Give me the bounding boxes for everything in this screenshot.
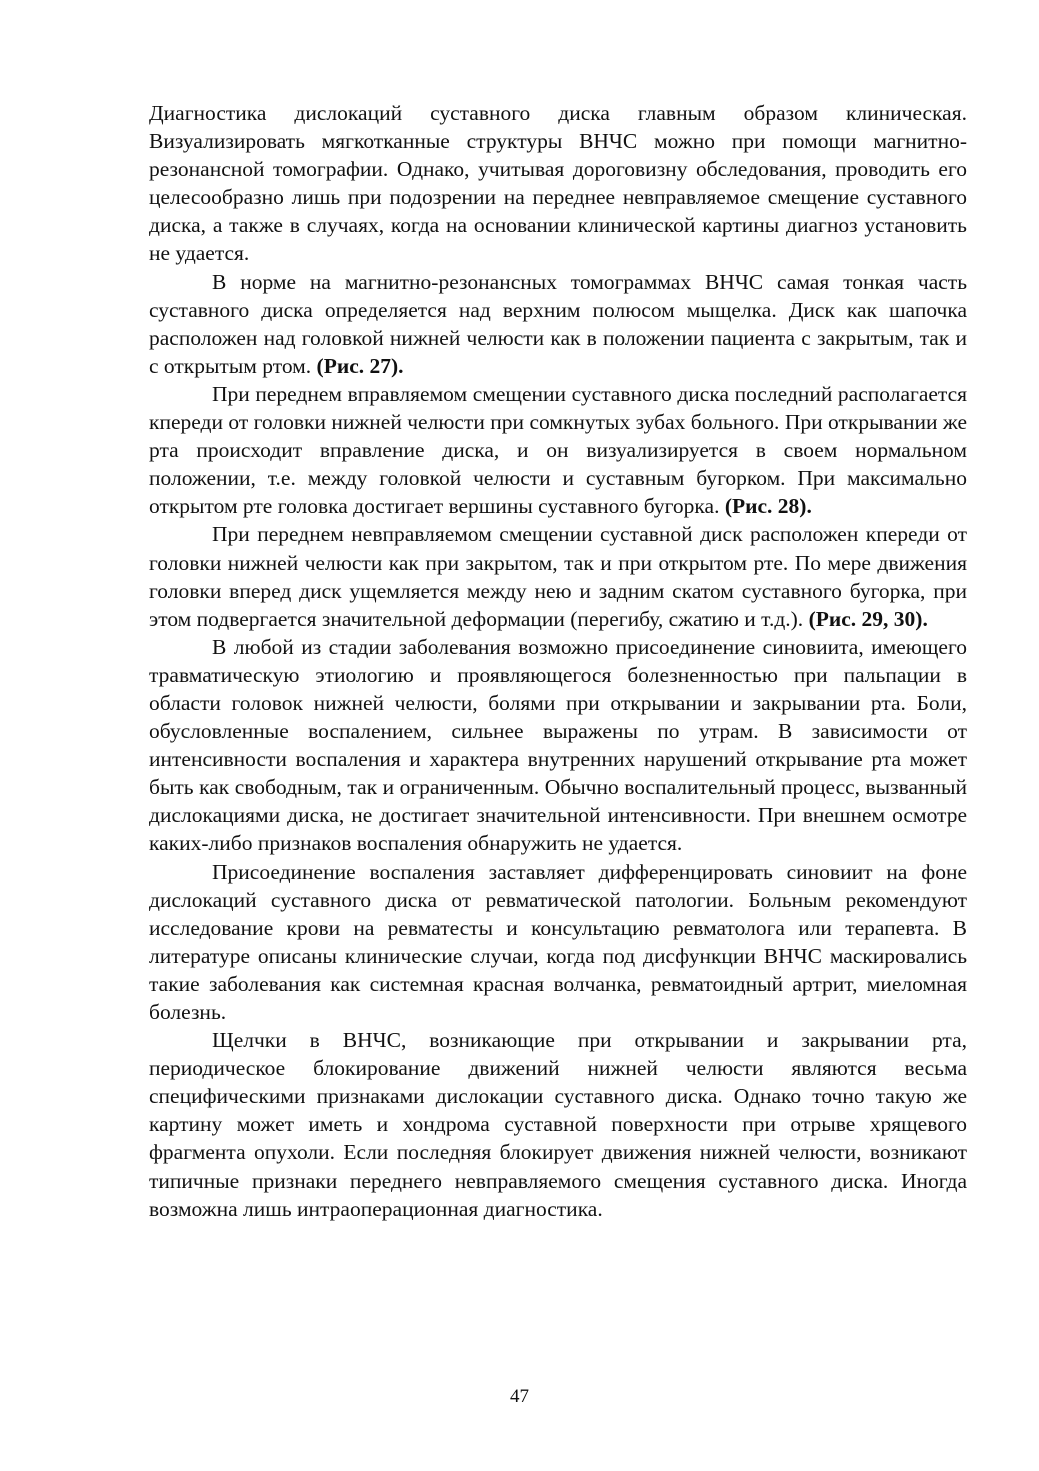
paragraph-synovitis	[149, 633, 967, 858]
paragraph-text: Присоединение воспаления заставляет дифференцировать синовиит на фоне дислокаций суставного диска от ревматической патологии. Больным рекомендуют исследование крови на ревматесты и консультацию ревматолога или терапевта. В литературе описаны клинические случаи, когда под дисфункции ВНЧС маскировались такие заболевания как системная красная волчанка, ревматоидный артрит, миеломная болезнь.	[149, 859, 967, 1024]
paragraph-text: При переднем вправляемом смещении суставного диска последний располагается кпереди от головки нижней челюсти при сомкнутых зубах больного. При открывании же рта происходит вправление диска, и он визуализируется в своем нормальном положении, т.е. между головкой челюсти и суставным бугорком. При максимально открытом рте головка достигает вершины суставного бугорка.	[149, 381, 967, 519]
paragraph-mri-norm	[149, 268, 967, 380]
figure-reference: (Рис. 28).	[724, 494, 812, 519]
paragraph-reducible-displacement	[149, 380, 967, 520]
figure-reference: (Рис. 27).	[316, 353, 404, 378]
paragraph-differential-diagnosis	[149, 858, 967, 1027]
paragraph-text: В норме на магнитно-резонансных томограммах ВНЧС самая тонкая часть суставного диска определяется над верхним полюсом мыщелка. Диск как шапочка расположен над головкой нижней челюсти как в положении пациента с закрытым, так и с открытым ртом.	[149, 269, 967, 378]
body-text	[149, 99, 967, 1223]
paragraph-diagnostics	[149, 99, 967, 268]
paragraph-text: В любой из стадии заболевания возможно присоединение синовиита, имеющего травматическую этиологию и проявляющегося болезненностью при пальпации в области головок нижней челюсти, болями при открывании и закрывании рта. Боли, обусловленные воспалением, сильнее выражены по утрам. В зависимости от интенсивности воспаления и характера внутренних нарушений открывание рта может быть как свободным, так и ограниченным. Обычно воспалительный процесс, вызванный дислокациями диска, не достигает значительной интенсивности. При внешнем осмотре каких-либо признаков воспаления обнаружить не удается.	[149, 634, 967, 856]
paragraph-text: Диагностика дислокаций суставного диска главным образом клиническая. Визуализировать мягкотканные структуры ВНЧС можно при помощи магнитно-резонансной томографии. Однако, учитывая дороговизну обследования, проводить его целесообразно лишь при подозрении на переднее невправляемое смещение суставного диска, а также в случаях, когда на основании клинической картины диагноз установить не удается.	[149, 101, 967, 266]
page-number: 47	[510, 1386, 529, 1407]
paragraph-text: При переднем невправляемом смещении суставной диск расположен кпереди от головки нижней челюсти как при закрытом, так и при открытом рте. По мере движения головки вперед диск ущемляется между нею и задним скатом суставного бугорка, при этом подвергается значительной деформации (перегибу, сжатию и т.д.).	[149, 522, 967, 631]
paragraph-text: Щелчки в ВНЧС, возникающие при открывании и закрывании рта, периодическое блокирование движений нижней челюсти являются весьма специфическими признаками дислокации суставного диска. Однако точно такую же картину может иметь и хондрома суставной поверхности при отрыве хрящевого фрагмента опухоли. Если последняя блокирует движения нижней челюсти, возникают типичные признаки переднего невправляемого смещения суставного диска. Иногда возможна лишь интраоперационная диагностика.	[149, 1028, 967, 1221]
figure-reference: (Рис. 29, 30).	[808, 606, 928, 631]
paragraph-clicks-chondroma	[149, 1026, 967, 1223]
paragraph-irreducible-displacement	[149, 520, 967, 632]
